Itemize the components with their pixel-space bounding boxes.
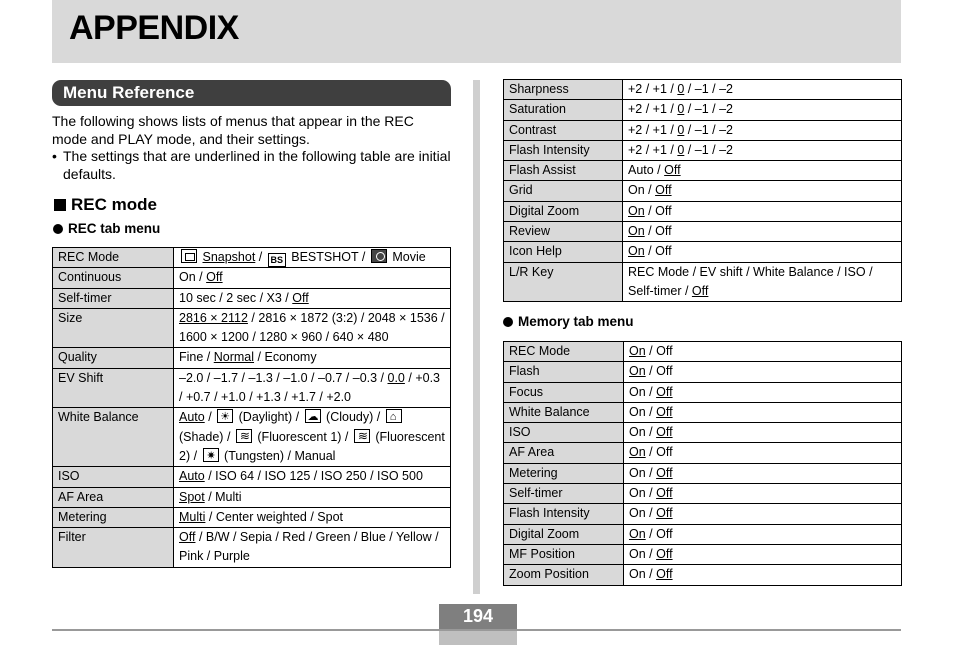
row-label: Zoom Position — [504, 565, 624, 585]
option-separator: / — [361, 250, 366, 264]
page-number: 194 — [462, 606, 494, 626]
table-row — [504, 242, 902, 262]
option-separator: / — [258, 250, 263, 264]
option-text: +2 / +1 / — [628, 142, 674, 157]
table-row — [504, 565, 902, 585]
table-row — [53, 268, 451, 288]
circle-bullet-icon — [53, 224, 63, 234]
daylight-icon — [217, 409, 233, 423]
row-options — [624, 524, 902, 544]
row-options — [623, 161, 902, 181]
row-label: White Balance — [53, 408, 174, 467]
table-row — [504, 140, 902, 160]
row-label: Review — [504, 222, 623, 242]
row-options — [624, 544, 902, 564]
option-text: / Off — [649, 364, 673, 379]
row-options — [623, 181, 902, 201]
option-default: 0 — [677, 142, 685, 157]
option-default: Off — [656, 567, 673, 582]
option-text: Manual — [294, 448, 336, 463]
table-row — [504, 544, 902, 564]
table-row — [53, 528, 451, 568]
option-text: On / — [629, 465, 653, 480]
option-text: / Off — [649, 526, 673, 541]
option-default: Off — [179, 530, 196, 545]
option-text: / –1 / –2 — [687, 82, 733, 96]
cloudy-icon — [305, 409, 321, 423]
option-default: Off — [691, 283, 709, 298]
row-options — [174, 308, 451, 348]
square-bullet-icon — [54, 199, 66, 211]
row-label: MF Position — [504, 544, 624, 564]
option-default: 0.0 — [387, 370, 405, 385]
option-text: Auto / — [628, 163, 661, 178]
option-text: On / — [629, 384, 653, 399]
table-row — [53, 368, 451, 408]
option-default: On — [628, 224, 645, 239]
table-row — [53, 487, 451, 507]
row-label: L/R Key — [504, 262, 623, 302]
table-row — [53, 288, 451, 308]
row-label: Digital Zoom — [504, 524, 624, 544]
option-text: On / — [628, 183, 652, 198]
option-default: On — [629, 445, 646, 460]
table-row — [504, 443, 902, 463]
rec-tab-table-continued — [503, 79, 902, 302]
row-label: ISO — [504, 423, 624, 443]
row-label: REC Mode — [504, 342, 624, 362]
option-default: Multi — [179, 509, 206, 524]
option-separator: / — [199, 270, 203, 285]
table-row — [504, 342, 902, 362]
option-text: (Daylight) / — [238, 410, 300, 425]
table-row — [53, 507, 451, 527]
intro-text — [52, 113, 452, 183]
table-row — [504, 181, 902, 201]
page-title: APPENDIX — [69, 9, 239, 47]
option-default: Auto — [179, 410, 205, 425]
row-label: White Balance — [504, 402, 624, 422]
option-text: +2 / +1 / — [628, 102, 674, 117]
memory-tab-heading — [503, 314, 634, 329]
option-text: / Economy — [257, 350, 317, 365]
option-text: On / — [629, 567, 653, 582]
option-default: Off — [656, 425, 673, 440]
row-label: AF Area — [53, 487, 174, 507]
row-options — [623, 242, 902, 262]
option-text: / Off — [648, 203, 672, 218]
option-text: / ISO 64 / ISO 125 / ISO 250 / ISO 500 — [208, 469, 423, 484]
row-options — [624, 504, 902, 524]
option-text: / Off — [649, 344, 673, 358]
option-default: Off — [656, 384, 673, 399]
row-options: Auto / ☀ (Daylight) / ☁ (Cloudy) / ⌂ (Shade) / ≋ (Fluorescent 1) / ≋ (Fluorescent 2) / ✷ (Tungsten) / Manual — [174, 408, 451, 467]
table-row — [53, 308, 451, 348]
section-title: Menu Reference — [63, 83, 195, 102]
rec-tab-heading-text: REC tab menu — [68, 221, 161, 236]
table-row — [504, 80, 902, 100]
row-label: Focus — [504, 382, 624, 402]
row-label: REC Mode — [53, 248, 174, 268]
option-text: (Fluorescent 1) / — [257, 429, 349, 444]
option-text: On / — [629, 425, 653, 440]
row-options — [174, 348, 451, 368]
row-options — [623, 222, 902, 242]
option-text: / –1 / –2 — [687, 122, 733, 137]
option-default: On — [629, 344, 646, 358]
row-options — [624, 382, 902, 402]
row-options — [174, 528, 451, 568]
option-text: Fine / — [179, 350, 211, 365]
row-label: Metering — [504, 463, 624, 483]
option-text: (Fluorescent 2) / — [179, 429, 445, 463]
row-label: Self-timer — [53, 288, 174, 308]
table-row — [504, 262, 902, 302]
row-options — [623, 120, 902, 140]
option-text: On / — [629, 486, 653, 501]
option-default: Snapshot — [202, 250, 256, 264]
row-options — [623, 80, 902, 100]
table-row — [504, 402, 902, 422]
row-label: Saturation — [504, 100, 623, 120]
rec-tab-heading — [53, 221, 160, 236]
table-row — [53, 408, 451, 467]
footer-band — [439, 631, 517, 645]
option-text: 10 sec / 2 sec / X3 / — [179, 290, 289, 305]
row-label: Filter — [53, 528, 174, 568]
option-default: Off — [656, 506, 673, 521]
row-options — [174, 268, 451, 288]
memory-tab-heading-text: Memory tab menu — [518, 314, 634, 329]
intro-paragraph: The following shows lists of menus that appear in the REC mode and PLAY mode, and their settings. — [52, 113, 414, 147]
row-label: Flash Intensity — [504, 140, 623, 160]
option-text: / Center weighted / Spot — [208, 509, 343, 524]
table-row — [53, 248, 451, 268]
option-text: / 2816 × 1872 (3:2) / 2048 × 1536 / 1600 × 1200 / 1280 × 960 / 640 × 480 — [179, 310, 445, 345]
option-text: / Multi — [208, 489, 242, 504]
option-text: / –1 / –2 — [687, 102, 733, 117]
option-text: / +0.3 / +0.7 / +1.0 / +1.3 / +1.7 / +2.0 — [179, 370, 440, 405]
shade-icon — [386, 409, 402, 423]
row-options — [174, 507, 451, 527]
option-text: REC Mode / EV shift / White Balance / ISO / Self-timer / — [628, 264, 873, 298]
row-label: Flash Assist — [504, 161, 623, 181]
table-row — [504, 504, 902, 524]
snapshot-icon — [181, 249, 197, 263]
table-row — [504, 382, 902, 402]
option-default: Auto — [179, 469, 205, 484]
row-label: ISO — [53, 467, 174, 487]
row-label: Grid — [504, 181, 623, 201]
row-label: Self-timer — [504, 484, 624, 504]
row-options — [623, 201, 902, 221]
row-options — [623, 140, 902, 160]
row-label: Contrast — [504, 120, 623, 140]
option-text: (Tungsten) / — [224, 448, 291, 463]
row-label: Size — [53, 308, 174, 348]
option-default: 0 — [677, 122, 685, 137]
row-options — [174, 467, 451, 487]
table-row — [504, 161, 902, 181]
option-default: On — [628, 244, 645, 259]
movie-icon — [371, 249, 387, 263]
row-options — [623, 100, 902, 120]
row-options — [174, 368, 451, 408]
option-default: Off — [656, 404, 673, 419]
fluorescent-2-icon — [354, 429, 370, 443]
option-text: Movie — [392, 250, 426, 264]
row-options — [174, 288, 451, 308]
option-text: On / — [629, 546, 653, 561]
fluorescent-1-icon — [236, 429, 252, 443]
table-row — [504, 201, 902, 221]
option-default: Off — [656, 546, 673, 561]
table-row — [504, 120, 902, 140]
row-label: Continuous — [53, 268, 174, 288]
option-text: / Off — [649, 445, 673, 460]
table-row — [504, 222, 902, 242]
row-label: AF Area — [504, 443, 624, 463]
option-text: / B/W / Sepia / Red / Green / Blue / Yellow / Pink / Purple — [179, 530, 439, 564]
option-text: / –1 / –2 — [687, 142, 733, 157]
table-row — [53, 467, 451, 487]
row-label: Flash Intensity — [504, 504, 624, 524]
option-default: Spot — [179, 489, 205, 504]
row-options — [624, 423, 902, 443]
option-default: On — [629, 526, 646, 541]
memory-tab-table — [503, 341, 902, 586]
option-default: Off — [656, 465, 673, 480]
tungsten-icon — [203, 448, 219, 462]
row-options — [624, 402, 902, 422]
circle-bullet-icon — [503, 317, 513, 327]
table-row — [504, 362, 902, 382]
option-default: Off — [292, 290, 309, 305]
table-row — [504, 484, 902, 504]
row-options — [624, 484, 902, 504]
row-options — [623, 262, 902, 302]
option-default: Off — [656, 486, 673, 501]
table-row — [53, 348, 451, 368]
option-default: 0 — [677, 102, 685, 117]
row-options — [624, 565, 902, 585]
option-default: Off — [664, 163, 681, 178]
row-label: Icon Help — [504, 242, 623, 262]
option-text: On / — [629, 506, 653, 521]
row-options — [624, 463, 902, 483]
row-options — [174, 248, 451, 268]
table-row — [504, 524, 902, 544]
option-default: Off — [206, 270, 223, 285]
table-row — [504, 423, 902, 443]
option-text: (Shade) / — [179, 429, 231, 444]
rec-tab-table — [52, 247, 451, 568]
table-row — [504, 100, 902, 120]
option-text: On — [179, 270, 196, 285]
option-default: On — [629, 364, 646, 379]
option-text: +2 / +1 / — [628, 82, 674, 96]
option-text: –2.0 / –1.7 / –1.3 / –1.0 / –0.7 / –0.3 / — [179, 370, 385, 385]
row-label: Flash — [504, 362, 624, 382]
option-text: BESTSHOT — [291, 250, 359, 264]
option-text: / Off — [648, 244, 672, 259]
option-text: / Off — [648, 224, 672, 239]
option-default: Off — [655, 183, 672, 198]
rec-mode-heading — [54, 195, 157, 215]
option-text: +2 / +1 / — [628, 122, 674, 137]
row-label: Metering — [53, 507, 174, 527]
option-text: On / — [629, 404, 653, 419]
table-row — [504, 463, 902, 483]
rec-mode-heading-text: REC mode — [71, 195, 157, 214]
row-options — [624, 443, 902, 463]
row-label: EV Shift — [53, 368, 174, 408]
row-options — [624, 362, 902, 382]
row-label: Quality — [53, 348, 174, 368]
option-default: Normal — [213, 350, 255, 365]
row-label: Digital Zoom — [504, 201, 623, 221]
option-default: 0 — [677, 82, 685, 96]
row-label: Sharpness — [504, 80, 623, 100]
option-text: (Cloudy) / — [326, 410, 381, 425]
option-default: On — [628, 203, 645, 218]
row-options — [174, 487, 451, 507]
column-divider — [473, 80, 480, 594]
option-default: 2816 × 2112 — [179, 310, 248, 325]
bestshot-icon: BS — [268, 253, 286, 267]
row-options — [624, 342, 902, 362]
intro-note: • The settings that are underlined in the following table are initial defaults. — [52, 148, 452, 183]
